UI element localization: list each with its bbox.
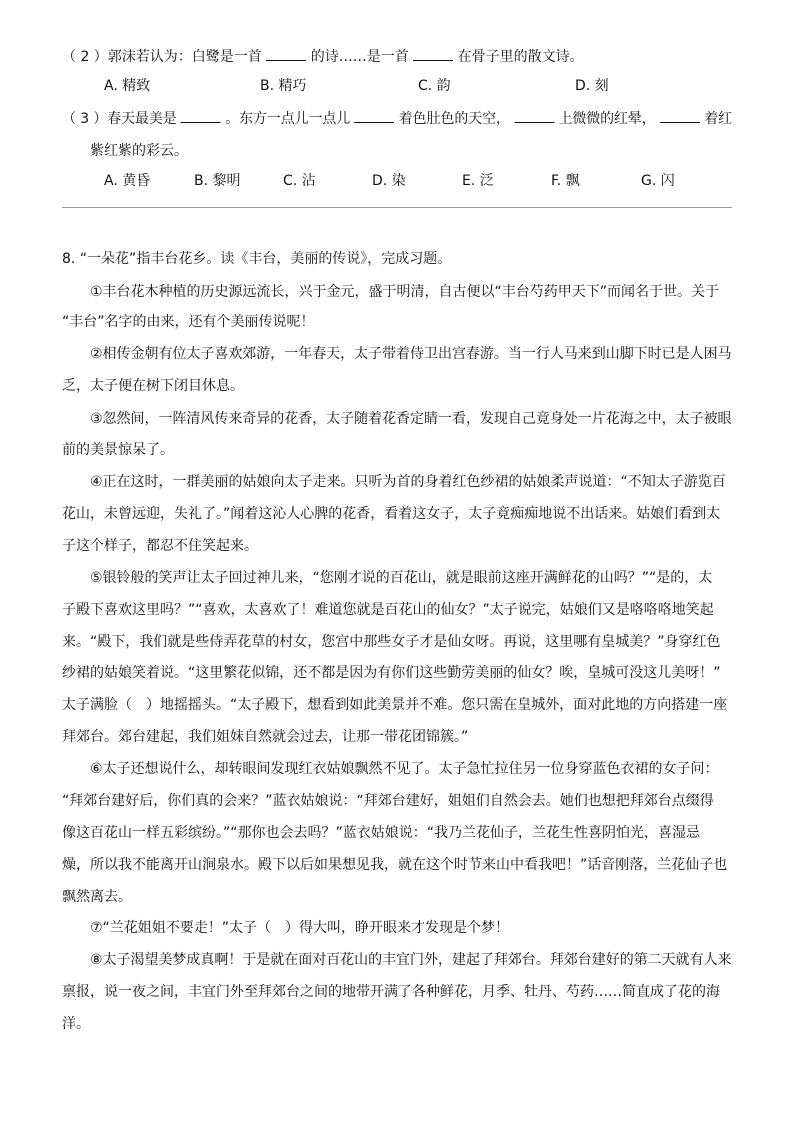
q3-blank-3[interactable] bbox=[514, 108, 554, 123]
passage-line: 禀报，说一夜之间，丰宜门外至拜郊台之间的地带开满了各种鲜花，月季、牡丹、芍药……简直成了花的海 bbox=[62, 984, 720, 1000]
q2-option-a[interactable]: A. 精致 bbox=[104, 78, 151, 94]
passage-line: ⑥太子还想说什么，却转眼间发现红衣姑娘飘然不见了。太子急忙拉住另一位身穿蓝色衣裙的女子问： bbox=[90, 761, 719, 777]
passage-line: 乏，太子便在树下闭目休息。 bbox=[62, 378, 244, 394]
q2-blank-2[interactable] bbox=[413, 46, 453, 61]
passage-line: 太子满脸（ ）地摇摇头。“太子殿下，想看到如此美景并不难。您只需在皇城外，面对此地的方向搭建一座 bbox=[62, 697, 728, 713]
passage-line: 子这个样子，都忍不住笑起来。 bbox=[62, 538, 258, 554]
passage-line: ③忽然间，一阵清风传来奇异的花香，太子随着花香定睛一看，发现自己竟身处一片花海之中，太子被眼 bbox=[90, 411, 732, 427]
q3-line-2: 紫红紫的彩云。 bbox=[90, 143, 188, 159]
passage-line: 洋。 bbox=[62, 1016, 90, 1032]
q2-mid: 的诗……是一首 bbox=[310, 49, 409, 65]
q3-option-d[interactable]: D. 染 bbox=[372, 173, 406, 189]
passage-line: ⑦“兰花姐姐不要走！”太子（ ）得大叫，睁开眼来才发现是个梦！ bbox=[90, 920, 510, 936]
q3-blank-2[interactable] bbox=[355, 108, 395, 123]
passage-line: “拜郊台建好后，你们真的会来？”蓝衣姑娘说：“拜郊台建好，姐姐们自然会去。她们也想把拜郊台点缀得 bbox=[62, 793, 714, 809]
passage-line: 花山，未曾远迎，失礼了。”闻着这沁人心脾的花香，看着这女子，太子竟痴痴地说不出话来。姑娘们看到太 bbox=[62, 506, 721, 522]
q3-prefix: （ 3 ）春天最美是 bbox=[62, 111, 177, 127]
q3-seg4: 上微微的红晕， bbox=[558, 111, 656, 127]
q2-option-d[interactable]: D. 刻 bbox=[575, 78, 609, 94]
q8-intro: 8. “一朵花”指丰台花乡。读《丰台，美丽的传说》，完成习题。 bbox=[62, 251, 452, 267]
q3-seg3: 着色肚色的天空， bbox=[398, 111, 510, 127]
q2-blank-1[interactable] bbox=[266, 46, 306, 61]
q3-blank-1[interactable] bbox=[181, 108, 221, 123]
passage-line: 燥，所以我不能离开山涧泉水。殿下以后如果想见我，就在这个时节来山中看我吧！”话音刚落，兰花仙子也 bbox=[62, 857, 728, 873]
section-divider bbox=[62, 207, 732, 208]
passage-line: 飘然离去。 bbox=[62, 889, 132, 905]
q3-seg5: 着红 bbox=[704, 111, 732, 127]
q2-line bbox=[62, 46, 584, 66]
q3-option-f[interactable]: F. 飘 bbox=[551, 173, 580, 189]
q3-line bbox=[62, 108, 732, 128]
passage-line: 子殿下喜欢这里吗？”“喜欢，太喜欢了！难道您就是百花山的仙女？”太子说完，姑娘们又是咯咯咯地笑起 bbox=[62, 602, 714, 618]
passage-line: ⑧太子渴望美梦成真啊！于是就在面对百花山的丰宜门外，建起了拜郊台。拜郊台建好的第二天就有人来 bbox=[90, 952, 732, 968]
passage-line: 拜郊台。郊台建起，我们姐妹自然就会过去，让那一带花团锦簇。” bbox=[62, 729, 469, 745]
passage-line: 来。“殿下，我们就是些侍弄花草的村女，您宫中那些女子才是仙女呀。再说，这里哪有皇城美？”身穿红色 bbox=[62, 634, 721, 650]
passage-line: “丰台”名字的由来，还有个美丽传说呢！ bbox=[62, 314, 315, 330]
passage-line: 前的美景惊呆了。 bbox=[62, 442, 174, 458]
q3-seg2: 。东方一点儿一点儿 bbox=[225, 111, 351, 127]
q2-suffix: 在骨子里的散文诗。 bbox=[457, 49, 584, 65]
q3-option-g[interactable]: G. 闪 bbox=[641, 173, 675, 189]
q2-option-c[interactable]: C. 韵 bbox=[418, 78, 451, 94]
q3-option-c[interactable]: C. 沾 bbox=[283, 173, 316, 189]
passage-line: ⑤银铃般的笑声让太子回过神儿来，“您刚才说的百花山，就是眼前这座开满鲜花的山吗？”“是的，太 bbox=[90, 570, 713, 586]
q3-option-a[interactable]: A. 黄昏 bbox=[104, 173, 151, 189]
q3-option-e[interactable]: E. 泛 bbox=[462, 173, 494, 189]
q2-option-b[interactable]: B. 精巧 bbox=[260, 78, 307, 94]
passage-line: 纱裙的姑娘笑着说。“这里繁花似锦，还不都是因为有你们这些勤劳美丽的仙女？唉，皇城可没这儿美呀！” bbox=[62, 665, 721, 681]
q3-option-b[interactable]: B. 黎明 bbox=[194, 173, 241, 189]
q2-prefix: （ 2 ）郭沫若认为：白鹭是一首 bbox=[62, 49, 262, 65]
passage-line: ④正在这时，一群美丽的姑娘向太子走来。只听为首的身着红色纱裙的姑娘柔声说道：“不知太子游览百 bbox=[90, 474, 726, 490]
passage-line: ①丰台花木种植的历史源远流长，兴于金元，盛于明清，自古便以“丰台芍药甲天下”而闻名于世。关于 bbox=[90, 284, 720, 300]
passage-line: ②相传金朝有位太子喜欢郊游，一年春天，太子带着侍卫出宫春游。当一行人马来到山脚下时已是人困马 bbox=[90, 346, 732, 362]
passage-line: 像这百花山一样五彩缤纷。”“那你也会去吗？”蓝衣姑娘说：“我乃兰花仙子，兰花生性喜阴怕光，喜湿忌 bbox=[62, 825, 701, 841]
q3-blank-4[interactable] bbox=[660, 108, 700, 123]
